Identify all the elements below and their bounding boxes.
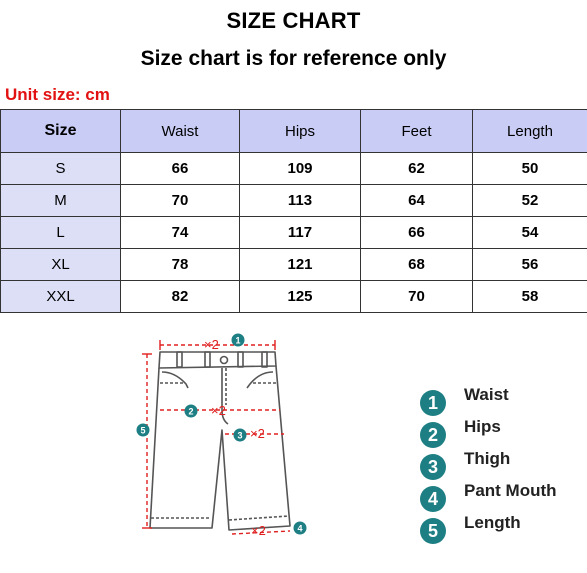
feet-cell: 66 [361,217,473,249]
size-cell: S [1,153,121,185]
hips-cell: 113 [240,185,361,217]
legend-item [420,414,557,446]
legend-number-badge: 1 [420,390,446,416]
measurement-legend [420,382,557,542]
size-table [0,109,587,313]
length-cell: 52 [473,185,587,217]
unit-note: Unit size: cm [5,85,110,104]
waist-cell: 74 [121,217,240,249]
marker-pant-mouth [294,522,307,535]
svg-text:2: 2 [188,406,194,417]
feet-cell: 62 [361,153,473,185]
marker-length [137,424,150,437]
size-cell: L [1,217,121,249]
column-header-size: Size [1,110,121,153]
marker-thigh [234,429,247,442]
waist-cell: 82 [121,281,240,313]
length-cell: 50 [473,153,587,185]
table-row [1,185,587,217]
legend-label: Thigh [464,449,511,468]
size-cell: XL [1,249,121,281]
length-cell: 58 [473,281,587,313]
legend-item [420,446,557,478]
table-row [1,217,587,249]
column-header-feet: Feet [361,110,473,153]
table-row [1,249,587,281]
legend-label: Waist [464,385,509,404]
waist-cell: 78 [121,249,240,281]
column-header-waist: Waist [121,110,240,153]
length-cell: 54 [473,217,587,249]
svg-text:1: 1 [235,335,241,346]
svg-text:3: 3 [237,430,243,441]
size-cell: M [1,185,121,217]
marker-hips [185,405,198,418]
legend-number-badge: 2 [420,422,446,448]
feet-cell: 64 [361,185,473,217]
feet-cell: 70 [361,281,473,313]
legend-label: Length [464,513,521,532]
waist-cell: 66 [121,153,240,185]
marker-waist [232,334,245,347]
hips-multiplier: ×2 [211,403,226,418]
column-header-hips: Hips [240,110,361,153]
page-title: SIZE CHART [226,8,361,33]
legend-item [420,510,557,542]
legend-label: Pant Mouth [464,481,557,500]
shorts-outline [150,352,290,530]
legend-item [420,478,557,510]
thigh-multiplier: ×2 [250,426,265,441]
svg-text:4: 4 [297,523,303,534]
hips-cell: 117 [240,217,361,249]
legend-label: Hips [464,417,501,436]
waist-multiplier: ×2 [204,337,219,352]
feet-cell: 68 [361,249,473,281]
hips-cell: 109 [240,153,361,185]
hips-cell: 125 [240,281,361,313]
waist-cell: 70 [121,185,240,217]
legend-number-badge: 5 [420,518,446,544]
size-cell: XXL [1,281,121,313]
svg-text:5: 5 [140,425,146,436]
table-row [1,153,587,185]
table-header-row [1,110,587,153]
column-header-length: Length [473,110,587,153]
legend-item [420,382,557,414]
legend-number-badge: 4 [420,486,446,512]
length-cell: 56 [473,249,587,281]
table-row [1,281,587,313]
hips-cell: 121 [240,249,361,281]
pant-mouth-multiplier: ×2 [251,523,266,538]
page-subtitle: Size chart is for reference only [140,47,447,70]
legend-number-badge: 3 [420,454,446,480]
